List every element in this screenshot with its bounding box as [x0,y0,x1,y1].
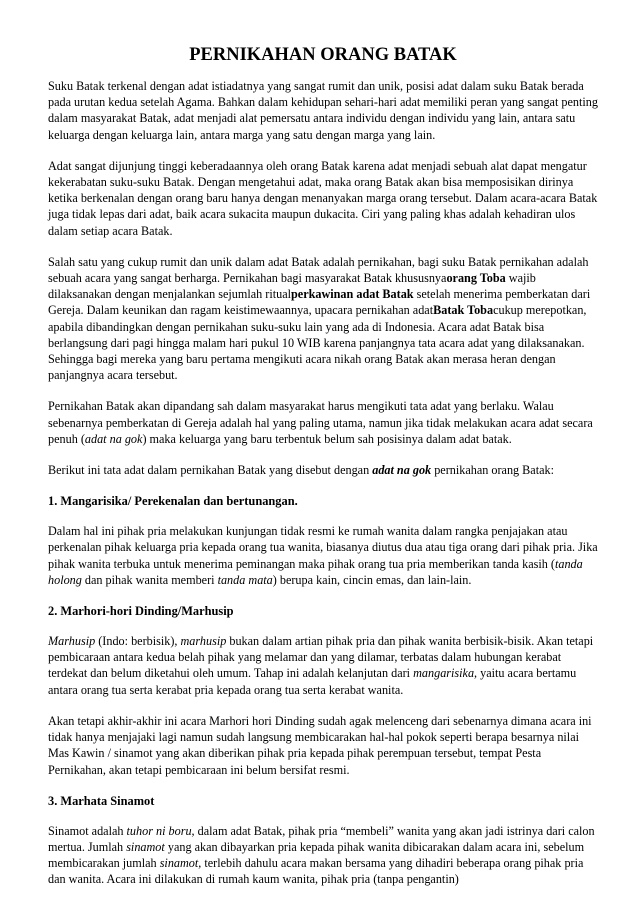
text-run: yaitu acara bertamu antara orang tua serta kerabat pria kepada orang tua serta kerabat wanita. [48,666,577,697]
text-run: Sinamot adalah [48,823,127,838]
text-run: ) maka keluarga yang baru terbentuk belum sah posisinya dalam adat batak. [142,431,512,446]
italic-text: adat na gok [372,463,432,478]
paragraph-sah [48,398,598,447]
italic-adat-na-gok: adat na gok [84,431,143,446]
paragraph-adat: Adat sangat dijunjung tinggi keberadaannya oleh orang Batak karena adat menjadi sebuah alat dapat mengatur kekerabatan suku-suku Batak. Dengan mengetahui adat, maka orang Batak akan bisa memposisikan dirinya ketika berkenalan dengan orang baru hanya dengan menanyakan marga orang tersebut. Dalam acara-acara Batak juga tidak lepas dari adat, baik acara sukacita maupun dukacita. Ciri yang paling khas adalah kehadiran ulos dalam setiap acara Batak. [48,158,598,238]
section-heading-1: 1. Mangarisika/ Perekenalan dan bertunangan. [48,494,298,509]
paragraph-mangarisika [48,523,598,588]
paragraph-berikut [48,462,598,478]
italic-marhusip: marhusip [180,634,227,649]
paragraph-pernikahan [48,254,598,384]
text-run: Pernikahan Batak akan dipandang sah dalam masyarakat harus mengikuti tata adat yang berlaku. Walau sebenarnya pemberkatan di Gereja adalah hal yang paling utama, namun jika tidak melakukan acara adat secara penuh ( [48,399,593,446]
paragraph-intro: Suku Batak terkenal dengan adat istiadatnya yang sangat rumit dan unik, posisi adat dalam suku Batak berada pada urutan kedua setelah Agama. Bahkan dalam kehidupan sehari-hari adat memiliki peran yang sangat penting dalam masyarakat Batak, adat menjadi alat pemersatu antara individu dengan individu yang lain, antara satu keluarga dengan keluarga lain, antara marga yang satu dengan marga yang lain. [48,79,598,142]
text-run: ) berupa kain, cincin emas, dan lain-lain. [272,572,472,587]
italic-tanda-mata: tanda mata [217,572,273,587]
text-run: dalam adat Batak, pihak pria “membeli” wanita yang akan jadi istrinya dari calon mertua. Jumlah [48,823,595,854]
italic-tuhor-ni-boru: tuhor ni boru, [126,823,195,838]
document-page [48,44,598,903]
text-run: Dalam hal ini pihak pria melakukan kunjungan tidak resmi ke rumah wanita dalam rangka penjajakan atau perkenalan pihak keluarga pria kepada orang tua wanita, biasanya diutus dua atau tiga orang dari pihak pria. Jika pihak wanita terbuka untuk menerima peminangan maka pihak orang tua pria memberikan tanda kasih ( [48,524,598,571]
text-run: wajib dilaksanakan dengan menjalankan sejumlah ritual [48,271,536,302]
text-run: yang akan dibayarkan pria kepada pihak wanita dibicarakan dalam acara ini, sebelum membicarakan jumlah [48,839,585,871]
text-run: pernikahan orang Batak: [431,463,554,478]
document-title: PERNIKAHAN ORANG BATAK [189,45,457,65]
text-run: Berikut ini tata adat dalam pernikahan Batak yang disebut dengan [48,463,373,478]
paragraph-sinamot [48,823,598,888]
italic-sinamot: sinamot [126,839,165,854]
italic-sinamot: sinamot, [159,856,202,871]
section-heading-3: 3. Marhata Sinamot [48,793,155,808]
italic-tanda-holong: tanda holong [48,556,583,587]
text-run: cukup merepotkan, apabila dibandingkan dengan pernikahan suku-suku lain yang ada di Indonesia. Acara adat Batak bisa berlangsung dari pagi hingga malam hari pukul 10 WIB karena panjangnya tata acara adat yang dilaksanakan. Sehingga bagi mereka yang baru pertama mengikuti acara nikah orang Batak akan merasa heran dengan panjangnya acara tersebut. [48,303,587,383]
paragraph-marhori-hori: Akan tetapi akhir-akhir ini acara Marhori hori Dinding sudah agak melenceng dari sebenarnya dimana acara ini tidak hanya menjajaki lagi namun sudah langsung membicarakan hal-hal pokok seperti berapa besarnya nilai Mas Kawin / sinamot yang akan diberikan pihak pria kepada pihak perempuan tersebut, tempat Pesta Pernikahan, akan tetapi pembicaraan ini belum bersifat resmi. [48,713,592,777]
bold-batak-toba: Batak Toba [433,303,494,318]
bold-italic-adat-na-gok [372,463,431,477]
italic-mangarisika: mangarisika, [413,666,478,681]
text-run: setelah menerima pemberkatan dari Gereja. Dalam keunikan dan ragam keistimewaannya, upacara pernikahan adat [48,287,591,318]
text-run: dan pihak wanita memberi [81,572,218,587]
bold-orang-toba: orang Toba [446,271,506,286]
bold-perkawinan-adat-batak: perkawinan adat Batak [291,287,414,302]
paragraph-marhusip [48,633,598,698]
text-run: Salah satu yang cukup rumit dan unik dalam adat Batak adalah pernikahan, bagi suku Batak pernikahan adalah sebuah acara yang sangat berharga. Pernikahan bagi masyarakat Batak khususnya [48,254,589,286]
text-run: terlebih dahulu acara makan bersama yang dihadiri beberapa orang pihak pria dan wanita. Acara ini dilakukan di rumah kaum wanita, pihak pria (tanpa pengantin) [48,856,584,887]
text-run: bukan dalam artian pihak pria dan pihak wanita berbisik-bisik. Akan tetapi pembicaraan antara kedua belah pihak yang melamar dan yang dilamar, terbatas dalam hubungan kerabat terdekat dan belum diketahui oleh umum. Tahap ini adalah kelanjutan dari [48,634,594,681]
section-heading-2: 2. Marhori-hori Dinding/Marhusip [48,604,234,619]
italic-marhusip: Marhusip [48,634,96,649]
text-run: (Indo: berbisik), [95,634,181,649]
